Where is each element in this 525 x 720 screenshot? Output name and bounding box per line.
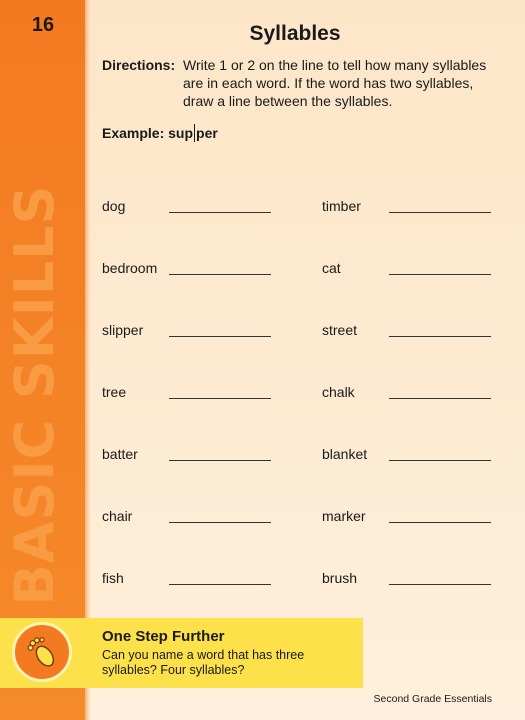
answer-line[interactable]	[389, 398, 491, 399]
answer-line[interactable]	[389, 584, 491, 585]
word-label: chalk	[322, 384, 355, 400]
directions	[102, 56, 502, 110]
word-label: slipper	[102, 322, 144, 338]
footprint-icon	[21, 631, 63, 673]
directions-text: Write 1 or 2 on the line to tell how many syllables are in each word. If the word has two syllables, draw a line between the syllables.	[183, 57, 487, 109]
one-step-further-text: Can you name a word that has three syllables? Four syllables?	[102, 648, 305, 677]
one-step-further-title: One Step Further	[102, 628, 225, 645]
word-label: chair	[102, 508, 133, 524]
word-label: batter	[102, 446, 138, 462]
word-item	[322, 260, 522, 280]
word-label: bedroom	[102, 260, 158, 276]
answer-line[interactable]	[389, 522, 491, 523]
word-item	[102, 198, 302, 218]
answer-line[interactable]	[389, 336, 491, 337]
footprint-badge	[12, 622, 72, 682]
word-item	[322, 198, 522, 218]
word-label: marker	[322, 508, 366, 524]
sidebar-edge	[85, 0, 90, 720]
example	[102, 124, 218, 142]
word-label: blanket	[322, 446, 368, 462]
word-label: brush	[322, 570, 358, 586]
word-item	[102, 384, 302, 404]
word-item	[102, 570, 302, 590]
word-item	[322, 446, 522, 466]
sidebar-label: BASIC SKILLS	[3, 184, 66, 606]
word-item	[322, 570, 522, 590]
page-number: 16	[31, 14, 55, 36]
answer-line[interactable]	[169, 522, 271, 523]
answer-line[interactable]	[169, 460, 271, 461]
word-label: fish	[102, 570, 124, 586]
word-label: tree	[102, 384, 127, 400]
answer-line[interactable]	[389, 460, 491, 461]
word-item	[102, 260, 302, 280]
word-item	[322, 508, 522, 528]
footer-text: Second Grade Essentials	[373, 693, 492, 705]
answer-line[interactable]	[169, 584, 271, 585]
word-label: street	[322, 322, 358, 338]
word-item	[322, 322, 522, 342]
directions-label: Directions:	[102, 57, 176, 73]
word-label: dog	[102, 198, 126, 214]
answer-line[interactable]	[169, 274, 271, 275]
example-label: Example:	[102, 125, 165, 141]
word-item	[102, 446, 302, 466]
page-title: Syllables	[249, 22, 341, 45]
word-item	[102, 508, 302, 528]
sidebar-label-wrap	[5, 160, 65, 630]
example-word	[168, 124, 218, 142]
word-item	[102, 322, 302, 342]
answer-line[interactable]	[169, 336, 271, 337]
answer-line[interactable]	[389, 274, 491, 275]
answer-line[interactable]	[169, 212, 271, 213]
example-syllable-1: sup	[168, 125, 194, 141]
answer-line[interactable]	[389, 212, 491, 213]
syllable-divider	[194, 124, 195, 142]
word-label: timber	[322, 198, 361, 214]
answer-line[interactable]	[169, 398, 271, 399]
word-item	[322, 384, 522, 404]
example-syllable-2: per	[196, 125, 218, 141]
word-label: cat	[322, 260, 341, 276]
